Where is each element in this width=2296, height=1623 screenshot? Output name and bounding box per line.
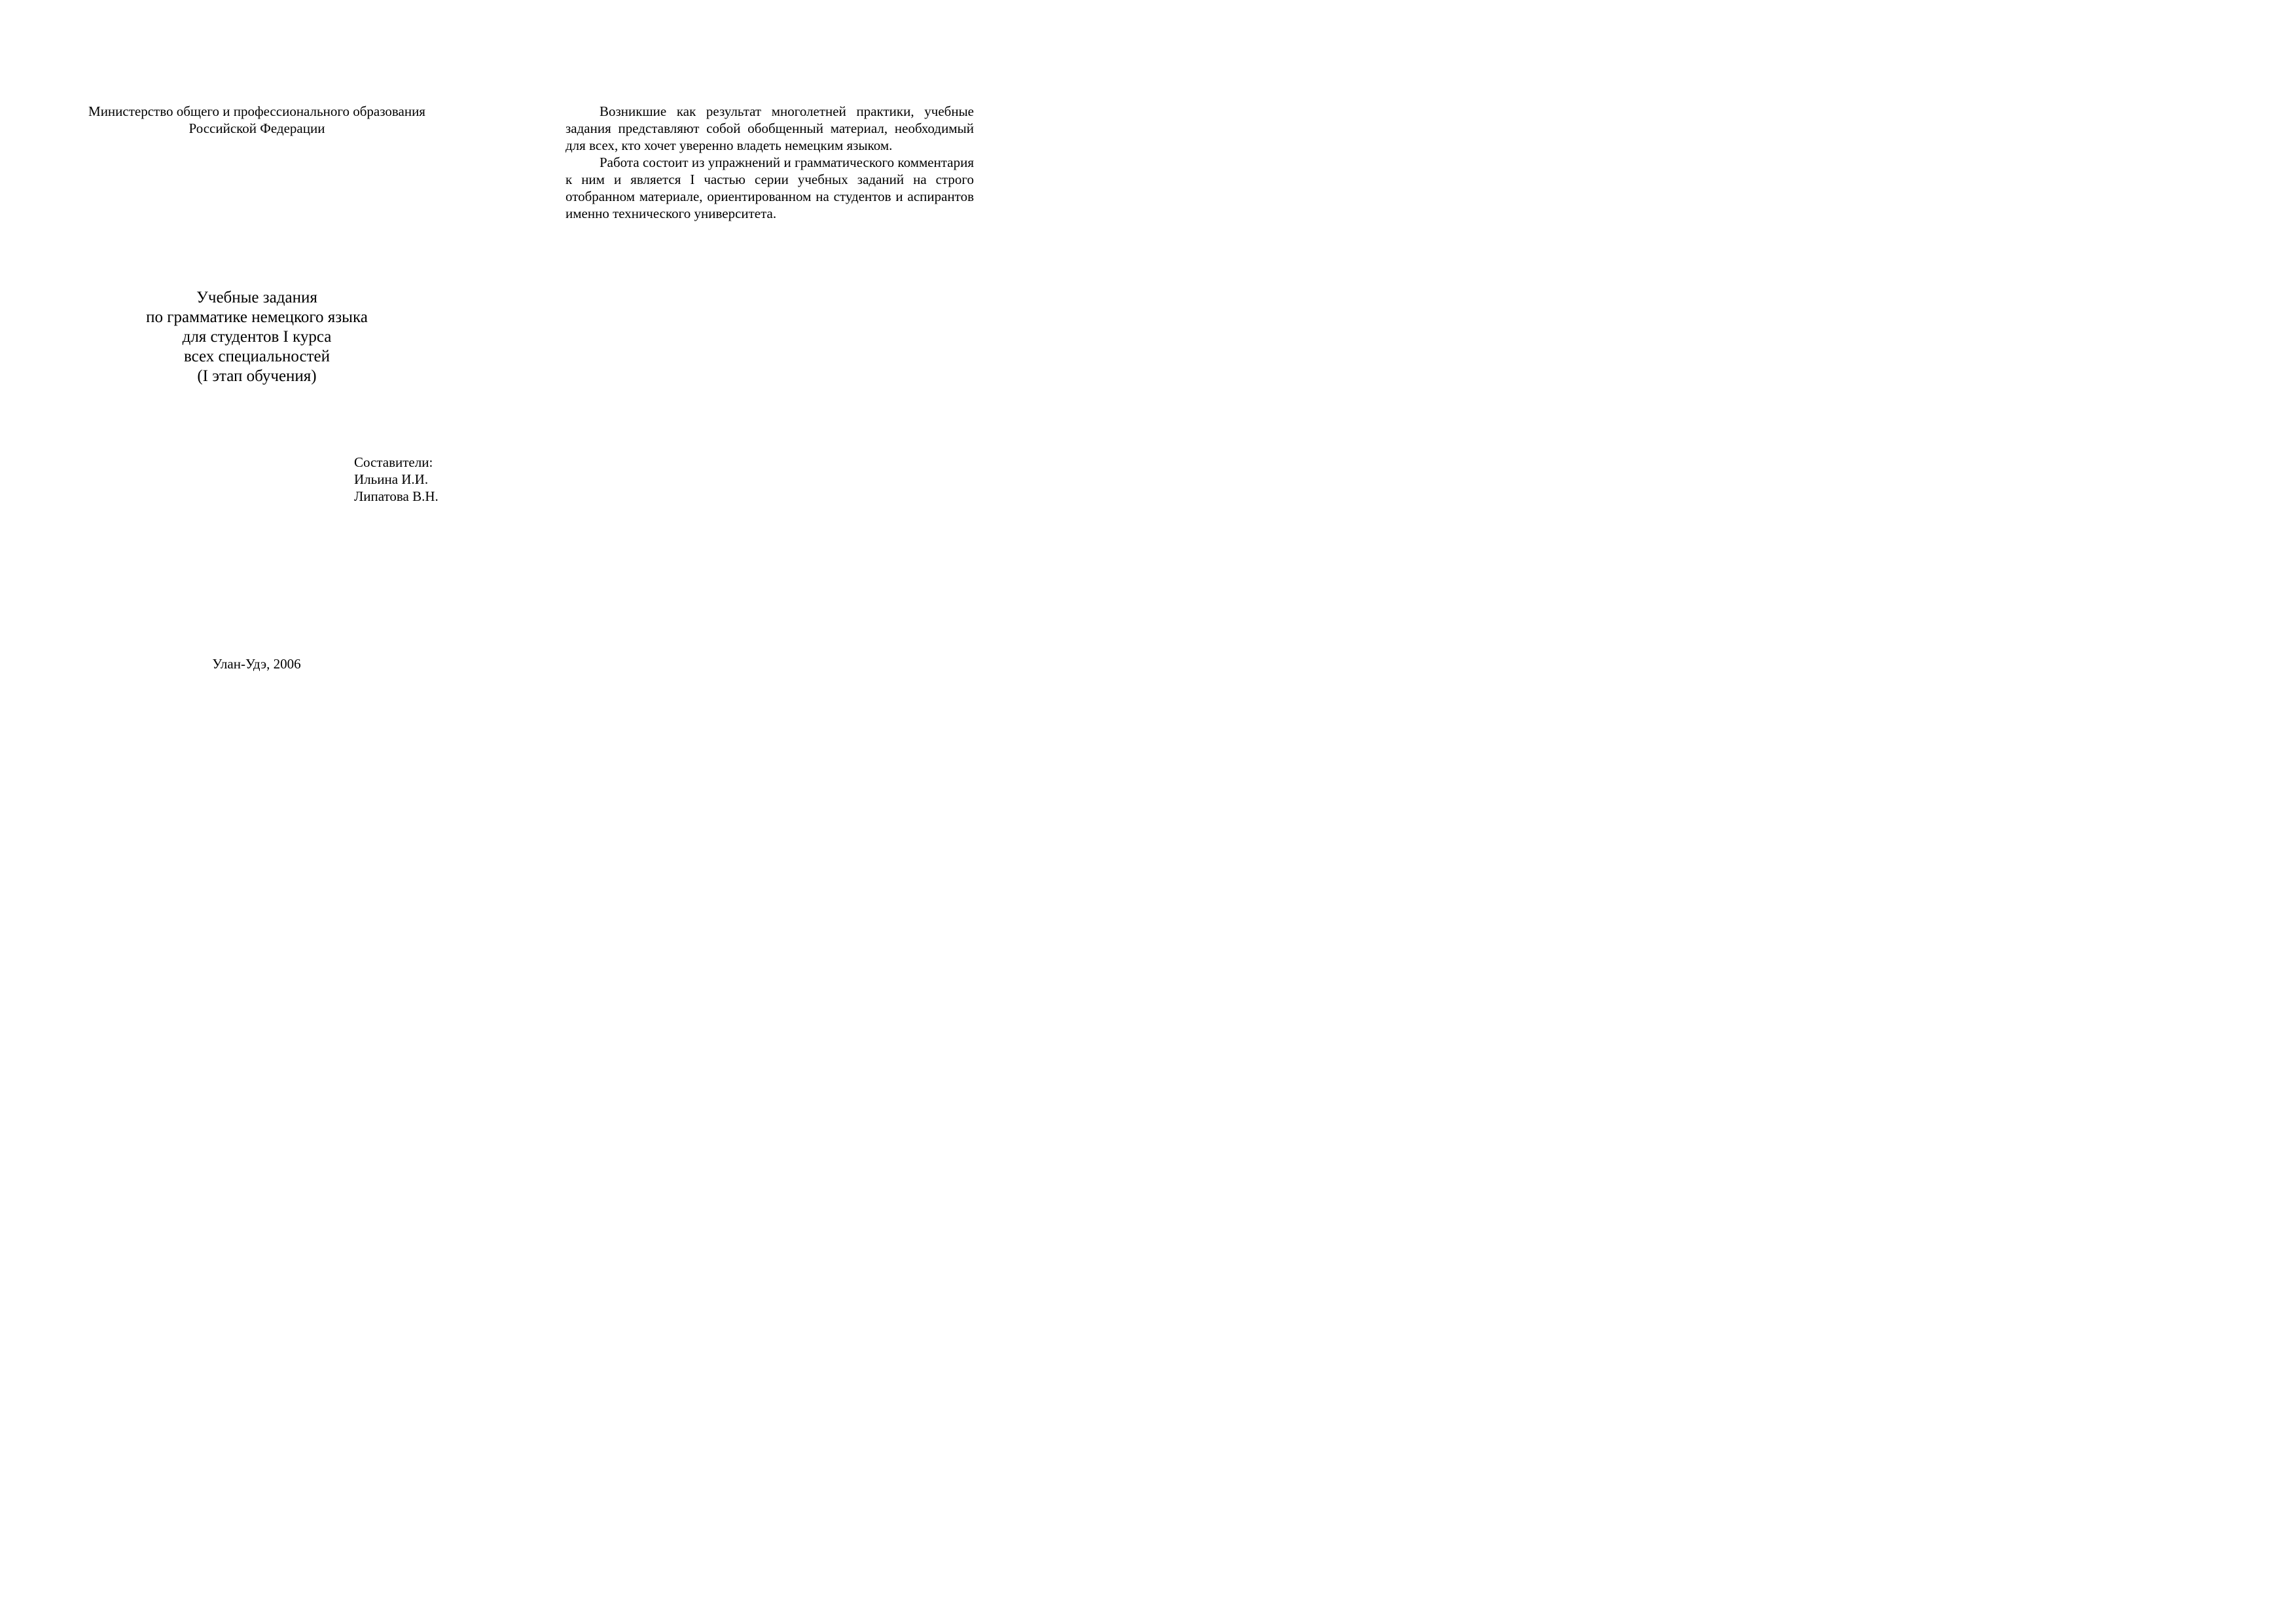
- ministry-line: Министерство общего и профессионального образования: [88, 103, 425, 119]
- title-line: (I этап обучения): [197, 367, 317, 385]
- document-title: [98, 288, 416, 386]
- title-line: для студентов I курса: [182, 328, 332, 346]
- annotation-page: [508, 0, 1016, 718]
- author-name: Липатова В.Н.: [354, 488, 439, 504]
- author-name: Ильина И.И.: [354, 471, 429, 487]
- authors-block: [354, 454, 439, 505]
- ministry-heading: [65, 103, 448, 137]
- annotation-paragraph: Работа состоит из упражнений и грамматического комментария к ним и является I частью серии учебных заданий на строго отобранном материале, ориентированном на студентов и аспирантов именно технического университета.: [565, 155, 974, 221]
- city-year: Улан-Удэ, 2006: [212, 656, 301, 672]
- title-page: [0, 0, 508, 718]
- title-line: всех специальностей: [183, 348, 331, 365]
- annotation-text: [565, 103, 974, 222]
- ministry-line: Российской Федерации: [188, 120, 325, 136]
- authors-label: Составители:: [354, 454, 433, 470]
- annotation-paragraph: Возникшие как результат многолетней практики, учебные задания представляют собой обобщенный материал, необходимый для всех, кто хочет уверенно владеть немецким языком.: [565, 103, 974, 153]
- title-line: по грамматике немецкого языка: [146, 308, 368, 326]
- title-line: Учебные задания: [196, 289, 317, 306]
